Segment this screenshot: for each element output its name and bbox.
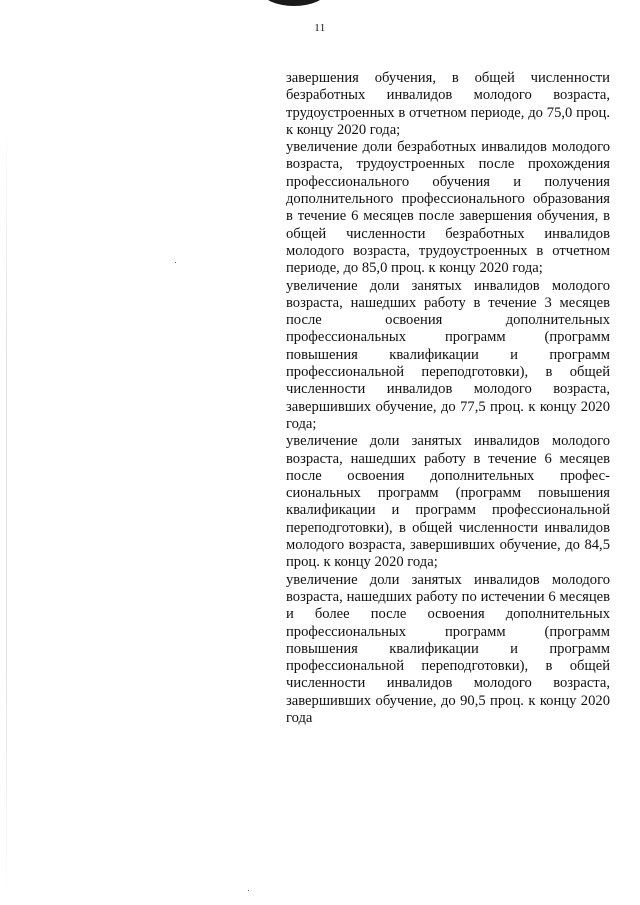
paragraph: завершения обучения, в общей численности безработных инвалидов молодого возраста, трудоустроенных в отчетном периоде, до 75,0 проц. к концу 2020 года; (286, 70, 610, 138)
document-body (286, 70, 610, 727)
scan-binding-mark (262, 0, 326, 6)
paragraph: увеличение доли занятых инвалидов молодого возраста, нашедших работу в течение 3 месяцев после освоения дополнительных профессиональных программ (программ повышения квалификации и программ профессиональной переподготовки), в общей численности инвалидов молодого возраста, завершивших обучение, до 77,5 проц. к концу 2020 года; (286, 277, 610, 432)
paragraph: увеличение доли занятых инвалидов молодого возраста, нашедших работу в течение 6 месяцев после освоения дополнительных профессиональных программ (программ повышения квалификации и программ профессиональной переподготовки), в общей численности инвалидов молодого возраста, завершивших обучение, до 84,5 проц. к концу 2020 года; (286, 433, 610, 571)
paragraph: увеличение доли занятых инвалидов молодого возраста, нашедших работу по истечении 6 месяцев и более после освоения дополнительных профессиональных программ (программ повышения квалификации и программ профессиональной переподготовки), в общей численности инвалидов молодого возраста, завершивших обучение, до 90,5 проц. к концу 2020 года (286, 571, 610, 726)
scan-speck (175, 262, 176, 263)
scan-edge-shadow (6, 120, 7, 900)
page-number: 11 (314, 22, 326, 34)
paragraph: увеличение доли безработных инвалидов молодого возраста, трудоустроенных после прохождения профессионального обучения и получения дополнительного профессионального образования в течение 6 месяцев после завершения обучения, в общей численности безработных инвалидов молодого возраста, трудоустроенных в отчетном периоде, до 85,0 проц. к концу 2020 года; (286, 139, 610, 277)
scan-speck (248, 890, 249, 891)
